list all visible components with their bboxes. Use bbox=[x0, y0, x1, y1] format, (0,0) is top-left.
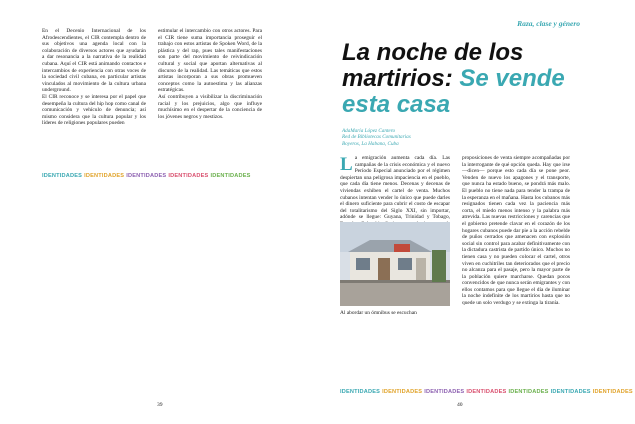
house-photo bbox=[340, 222, 450, 306]
left-col1-paragraph-1: En el Decenio Internacional de los Afrodescendientes, el CIR contempla dentro de sus objetivos una agenda local con la colaboración de diversos actores que ayudarán a dar resonancia a la narrativa de la realidad cubana. Aquí el CIR está animando contactos e intercambios de experiencia con otras voces de la sociedad civil cubana, en particular artistas vinculados al movimiento de la cultura urbana underground. bbox=[42, 28, 146, 94]
right-page-column-2 bbox=[462, 155, 570, 383]
drop-cap: L bbox=[340, 154, 353, 175]
left-col1-paragraph-2: El CIR reconoce y se interesa por el papel que desempeña la cultura del hip hop como canal de comunicación y vehículo de denuncia; así mismo considera que la cultura popular y los líderes de religiones populares pueden bbox=[42, 93, 146, 127]
right-col2-text: proposiciones de venta siempre acompañadas por la interrogante de qué opción queda. Hay que irse —dicen— porque esto cada día se pone peor. Venden de nuevo los apagones y el transporte, que nunca ha estado bueno, se pondrá más malo. El pueblo no tiene nada para tender la trampa de la esperanza en el mañana. Hasta los cubanos más resignados tienen cada vez la paciencia más corta, el miedo menos intenso y la palabra más atrevida. Las nuevas restricciones y carencias que el gobierno pretende clavar en el corazón de los hogares cubanos puede dar pie a la acción rebelde de puños cerrados que amenacen con explosión social sin control para acabar definitivamente con la dictadura castrista de partido único. Muchos no tienen casa y no pueden colocar el cartel, otros viven en cuchitriles tan deteriorados que el precio no alcanza para el pasaje, pero la mayor parte de la población quiere marcharse. Quedan pocos convencidos de que nunca serán emigrantes y con ellos contamos para que llegue el día de iluminar la noche indefinite de los martirios hasta que no quede un solo verdugo y se extinga la tiranía. bbox=[462, 155, 570, 307]
left-col2-paragraph-1: estimular el intercambio con otros actores. Para el CIR tiene suma importancia proseguir el trabajo con estos artistas de Spoken Word, de la plástica y del rap, pues tales manifestaciones son parte del movimiento de reivindicación cultural y social que aportan alternativas al discurso de la realidad. Las temáticas que estos artistas incorporan a sus obras promueven conceptos como la autoestima y las alianzas estratégicas. bbox=[158, 28, 262, 94]
article-title bbox=[342, 40, 582, 118]
right-page-number: 40 bbox=[457, 402, 463, 408]
left-col2-paragraph-2: Así contribuyen a visibilizar la discriminación racial y los prejuicios, algo que influye muchísimo en el despertar de la conciencia de los jóvenes negros y mestizos. bbox=[158, 93, 262, 120]
left-identidades-strip bbox=[42, 173, 264, 179]
article-byline bbox=[342, 128, 411, 147]
left-strip-word: IDENTIDADES bbox=[126, 173, 167, 179]
left-strip-word: IDENTIDADES bbox=[42, 173, 83, 179]
byline-place: Boyeros, La Habana, Cuba bbox=[342, 140, 399, 147]
article-title-main: La noche de los martirios: bbox=[342, 39, 524, 92]
right-strip-word: IDENTIDADES bbox=[424, 389, 465, 395]
right-col1-text: a emigración aumenta cada día. Las campañas de la crisis económica y el nuevo Período Especial anunciado por el régimen despiertan una peligrosa impaciencia en el pueblo, que cada día tiene menos. Decenas y decenas de viviendas exhiben el cartel de venta. Muchos cubanos intentan vender lo único que puede darles el dinero suficiente para cubrir el costo de escapar del totalitarismo del Siglo XXI, sin importar, adónde se llegue: Guyana, Trinidad y Tobago, bbox=[340, 155, 450, 221]
left-page-column-2 bbox=[158, 28, 262, 120]
right-strip-word: IDENTIDADES bbox=[382, 389, 423, 395]
byline-author: AdaMaría López Cantero bbox=[342, 128, 396, 134]
byline-org: Red de Bibliotecas Comunitarias bbox=[342, 134, 411, 141]
left-page-column-1 bbox=[42, 28, 146, 127]
right-page-column-1 bbox=[340, 155, 450, 221]
right-strip-word: IDENTIDADES bbox=[592, 389, 633, 395]
right-page bbox=[300, 0, 633, 424]
left-page-number: 39 bbox=[157, 402, 163, 408]
section-kicker: Raza, clase y género bbox=[517, 19, 580, 28]
right-strip-word: IDENTIDADES bbox=[466, 389, 507, 395]
right-strip-word: IDENTIDADES bbox=[550, 389, 591, 395]
right-identidades-strip bbox=[340, 389, 633, 395]
left-strip-word: IDENTIDADES bbox=[168, 173, 209, 179]
left-strip-word: IDENTIDADES bbox=[84, 173, 125, 179]
article-title-accent: Se vende esta casa bbox=[342, 65, 565, 118]
left-strip-word: IDENTIDADES bbox=[210, 173, 251, 179]
left-page bbox=[0, 0, 300, 424]
right-strip-word: IDENTIDADES bbox=[508, 389, 549, 395]
right-strip-word: IDENTIDADES bbox=[340, 389, 381, 395]
right-col1-after-photo: Al abordar un ómnibus se escuchan bbox=[340, 310, 417, 316]
